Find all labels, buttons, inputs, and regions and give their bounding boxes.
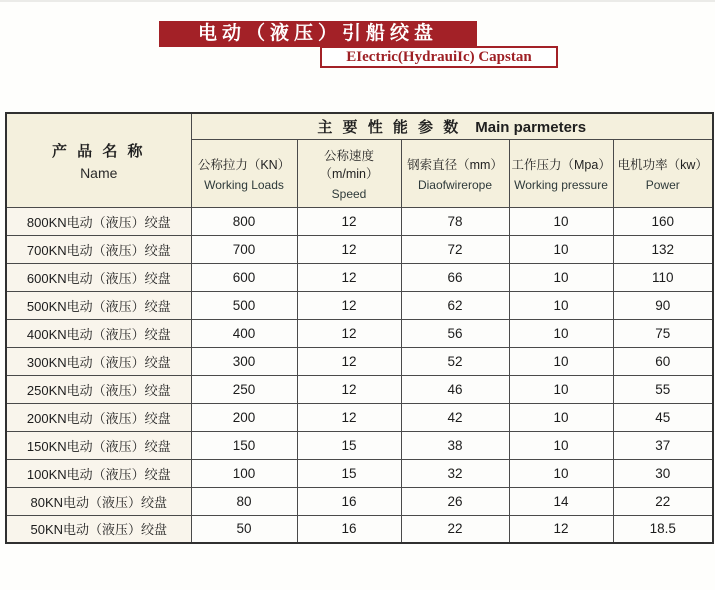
cell-working-pressure: 10 [509, 291, 613, 319]
title-banner [159, 21, 477, 47]
cell-wirerope-dia: 38 [401, 431, 509, 459]
cell-working-loads: 800 [191, 207, 297, 235]
cell-power: 18.5 [613, 515, 713, 543]
cell-power: 90 [613, 291, 713, 319]
product-name: 250KN电动（液压）绞盘 [6, 375, 191, 403]
cell-power: 37 [613, 431, 713, 459]
cell-speed: 12 [297, 403, 401, 431]
col-header-cn: 钢索直径（mm） [407, 157, 503, 172]
cell-power: 55 [613, 375, 713, 403]
subtitle-box [320, 46, 558, 68]
cell-wirerope-dia: 78 [401, 207, 509, 235]
cell-working-loads: 300 [191, 347, 297, 375]
cell-working-pressure: 12 [509, 515, 613, 543]
cell-working-pressure: 10 [509, 375, 613, 403]
page-subtitle: EIectric(HydrauiIc) Capstan [346, 49, 532, 65]
cell-speed: 12 [297, 375, 401, 403]
cell-working-loads: 700 [191, 235, 297, 263]
cell-power: 110 [613, 263, 713, 291]
cell-working-loads: 500 [191, 291, 297, 319]
product-name: 600KN电动（液压）绞盘 [6, 263, 191, 291]
cell-speed: 12 [297, 347, 401, 375]
main-header-row [6, 113, 713, 139]
cell-power: 160 [613, 207, 713, 235]
cell-wirerope-dia: 52 [401, 347, 509, 375]
cell-wirerope-dia: 26 [401, 487, 509, 515]
table-row [6, 487, 713, 515]
product-name: 700KN电动（液压）绞盘 [6, 235, 191, 263]
main-header-cn: 主 要 性 能 参 数 [317, 118, 462, 136]
table-row [6, 207, 713, 235]
page-title: 电动（液压）引船绞盘 [197, 23, 438, 44]
cell-working-loads: 100 [191, 459, 297, 487]
col-header-working-loads [191, 139, 297, 207]
cell-wirerope-dia: 22 [401, 515, 509, 543]
cell-wirerope-dia: 62 [401, 291, 509, 319]
cell-working-pressure: 10 [509, 235, 613, 263]
cell-working-pressure: 10 [509, 263, 613, 291]
cell-wirerope-dia: 32 [401, 459, 509, 487]
cell-working-pressure: 10 [509, 207, 613, 235]
cell-power: 132 [613, 235, 713, 263]
cell-speed: 15 [297, 459, 401, 487]
cell-speed: 12 [297, 263, 401, 291]
col-header-en: Speed [331, 186, 367, 201]
col-header-cn: 公称速度（m/min） [319, 148, 379, 181]
cell-power: 30 [613, 459, 713, 487]
cell-working-loads: 250 [191, 375, 297, 403]
cell-working-loads: 80 [191, 487, 297, 515]
table-row [6, 375, 713, 403]
cell-working-loads: 200 [191, 403, 297, 431]
table-row [6, 291, 713, 319]
cell-wirerope-dia: 56 [401, 319, 509, 347]
col-header-cn: 公称拉力（KN） [197, 157, 291, 172]
table-row [6, 515, 713, 543]
product-name: 50KN电动（液压）绞盘 [6, 515, 191, 543]
cell-speed: 12 [297, 319, 401, 347]
table-row [6, 263, 713, 291]
cell-working-pressure: 10 [509, 403, 613, 431]
table-row [6, 319, 713, 347]
product-name: 80KN电动（液压）绞盘 [6, 487, 191, 515]
cell-speed: 12 [297, 291, 401, 319]
product-name: 500KN电动（液压）绞盘 [6, 291, 191, 319]
cell-speed: 16 [297, 487, 401, 515]
col-header-en: Diaofwirerope [417, 177, 493, 192]
spec-table [5, 112, 714, 544]
cell-power: 22 [613, 487, 713, 515]
cell-speed: 12 [297, 235, 401, 263]
table-row [6, 235, 713, 263]
table-row [6, 459, 713, 487]
table-row [6, 431, 713, 459]
product-name: 400KN电动（液压）绞盘 [6, 319, 191, 347]
cell-speed: 16 [297, 515, 401, 543]
cell-working-pressure: 10 [509, 459, 613, 487]
cell-working-pressure: 14 [509, 487, 613, 515]
cell-power: 45 [613, 403, 713, 431]
cell-speed: 15 [297, 431, 401, 459]
cell-working-pressure: 10 [509, 347, 613, 375]
product-name: 200KN电动（液压）绞盘 [6, 403, 191, 431]
col-header-en: Working Loads [204, 177, 284, 192]
cell-working-loads: 600 [191, 263, 297, 291]
cell-power: 60 [613, 347, 713, 375]
product-name: 150KN电动（液压）绞盘 [6, 431, 191, 459]
cell-wirerope-dia: 42 [401, 403, 509, 431]
main-parameters-header [191, 113, 713, 139]
cell-wirerope-dia: 72 [401, 235, 509, 263]
col-header-cn: 工作压力（Mpa） [511, 157, 611, 172]
cell-working-loads: 50 [191, 515, 297, 543]
cell-wirerope-dia: 66 [401, 263, 509, 291]
product-name: 100KN电动（液压）绞盘 [6, 459, 191, 487]
cell-wirerope-dia: 46 [401, 375, 509, 403]
col-header-cn: 电机功率（kw） [617, 157, 708, 172]
main-header-en: Main parmeters [475, 118, 587, 136]
col-header-name [6, 113, 191, 207]
col-header-wirerope-dia [401, 139, 509, 207]
name-header-en: Name [80, 164, 118, 181]
table-row [6, 347, 713, 375]
cell-working-pressure: 10 [509, 319, 613, 347]
cell-working-loads: 150 [191, 431, 297, 459]
cell-power: 75 [613, 319, 713, 347]
col-header-en: Power [645, 177, 680, 192]
col-header-speed [297, 139, 401, 207]
col-header-power [613, 139, 713, 207]
cell-working-loads: 400 [191, 319, 297, 347]
cell-speed: 12 [297, 207, 401, 235]
product-name: 300KN电动（液压）绞盘 [6, 347, 191, 375]
col-header-en: Working pressure [514, 177, 608, 192]
cell-working-pressure: 10 [509, 431, 613, 459]
product-name: 800KN电动（液压）绞盘 [6, 207, 191, 235]
name-header-cn: 产 品 名 称 [51, 142, 146, 160]
col-header-working-pressure [509, 139, 613, 207]
table-row [6, 403, 713, 431]
